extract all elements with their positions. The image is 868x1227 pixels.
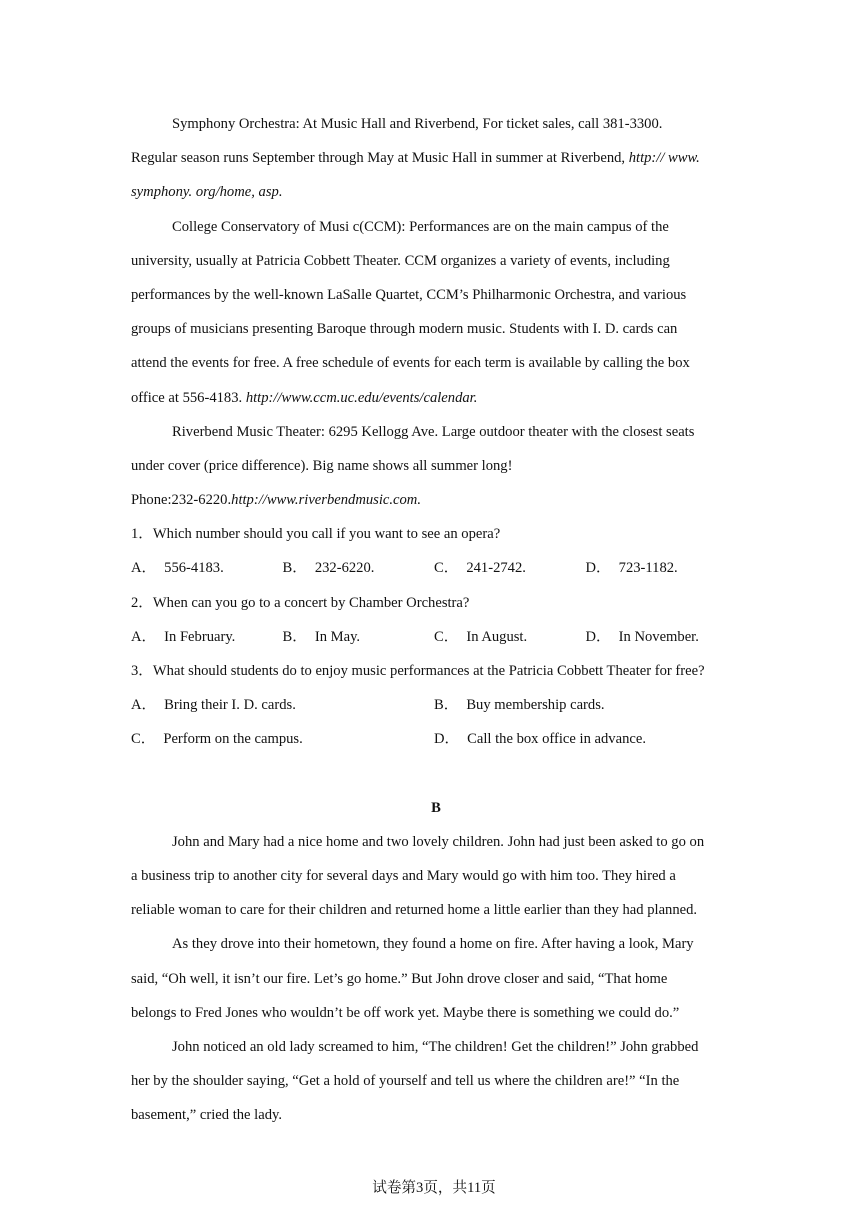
passage-b-p3-line-2: her by the shoulder saying, “Get a hold of yourself and tell us where the children are!” “In the [131,1073,680,1090]
passage-b-p1-line-3: reliable woman to care for their children and returned home a little earlier than they had planned. [131,902,698,919]
riverbend-line-2: under cover (price difference). Big name shows all summer long! [131,457,513,474]
ccm-line-1: College Conservatory of Musi c(CCM): Performances are on the main campus of the [172,218,669,235]
question-3-options-row-2 [131,722,741,756]
passage-b-p1-line-1: John and Mary had a nice home and two lovely children. John had just been asked to go on [172,833,705,850]
option-b: B． In May. [282,628,361,645]
passage-b-p2-line-1: As they drove into their hometown, they found a home on fire. After having a look, Mary [172,936,694,953]
option-c: C． 241-2742. [434,560,526,577]
option-c: C． Perform on the campus. [131,731,303,748]
option-d: D． 723-1182. [585,560,678,577]
symphony-url-part-1: http:// www. [628,150,700,167]
option-d: D． In November. [585,628,699,645]
question-3-stem: 3．What should students do to enjoy music performances at the Patricia Cobbett Theater for free? [131,663,705,679]
page-content [131,107,741,1132]
question-2-options [131,620,741,654]
ccm-line-5: attend the events for free. A free schedule of events for each term is available by calling the box [131,355,690,372]
option-b: B． Buy membership cards. [434,697,605,714]
passage-b-p2-line-3: belongs to Fred Jones who wouldn’t be off work yet. Maybe there is something we could do.” [131,1004,680,1021]
ccm-line-2: university, usually at Patricia Cobbett Theater. CCM organizes a variety of events, including [131,252,670,269]
riverbend-line-1: Riverbend Music Theater: 6295 Kellogg Ave. Large outdoor theater with the closest seats [172,423,695,440]
ccm-line-3: performances by the well-known LaSalle Quartet, CCM’s Philharmonic Orchestra, and various [131,286,687,303]
riverbend-url: http://www.riverbendmusic.com. [231,492,421,509]
question-2-stem: 2．When can you go to a concert by Chamber Orchestra? [131,594,470,611]
question-1-options [131,551,741,585]
symphony-line-1: Symphony Orchestra: At Music Hall and Riverbend, For ticket sales, call 381-3300. [172,116,663,132]
symphony-line-2-text: Regular season runs September through May at Music Hall in summer at Riverbend, [131,150,629,167]
question-1-stem: 1．Which number should you call if you want to see an opera? [131,526,501,543]
passage-b-p3-line-3: basement,” cried the lady. [131,1107,283,1124]
question-3-options-row-1 [131,688,741,722]
option-a: A． Bring their I. D. cards. [131,697,296,714]
ccm-line-6-text: office at 556-4183. [131,389,246,406]
symphony-url-part-2: symphony. org/home, asp. [131,184,283,201]
option-b: B． 232-6220. [282,560,375,577]
ccm-url: http://www.ccm.uc.edu/events/calendar. [245,389,478,406]
riverbend-phone: Phone:232-6220. [131,492,232,509]
passage-b-p2-line-2: said, “Oh well, it isn’t our fire. Let’s go home.” But John drove closer and said, “That home [131,970,668,987]
symphony-line-2 [131,141,741,175]
section-heading-b: B [431,799,441,816]
ccm-line-6 [131,381,741,415]
option-c: C． In August. [434,628,528,645]
passage-b-p3-line-1: John noticed an old lady screamed to him, “The children! Get the children!” John grabbed [172,1038,699,1055]
ccm-line-4: groups of musicians presenting Baroque through modern music. Students with I. D. cards can [131,321,678,338]
option-d: D． Call the box office in advance. [434,731,646,748]
riverbend-line-3 [131,483,741,517]
option-a: A． 556-4183. [131,560,224,577]
option-a: A． In February. [131,628,236,645]
passage-b-p1-line-2: a business trip to another city for several days and Mary would go with him too. They hired a [131,867,676,884]
symphony-line-3 [131,175,741,209]
page-footer: 试卷第3页，共11页 [372,1180,496,1196]
